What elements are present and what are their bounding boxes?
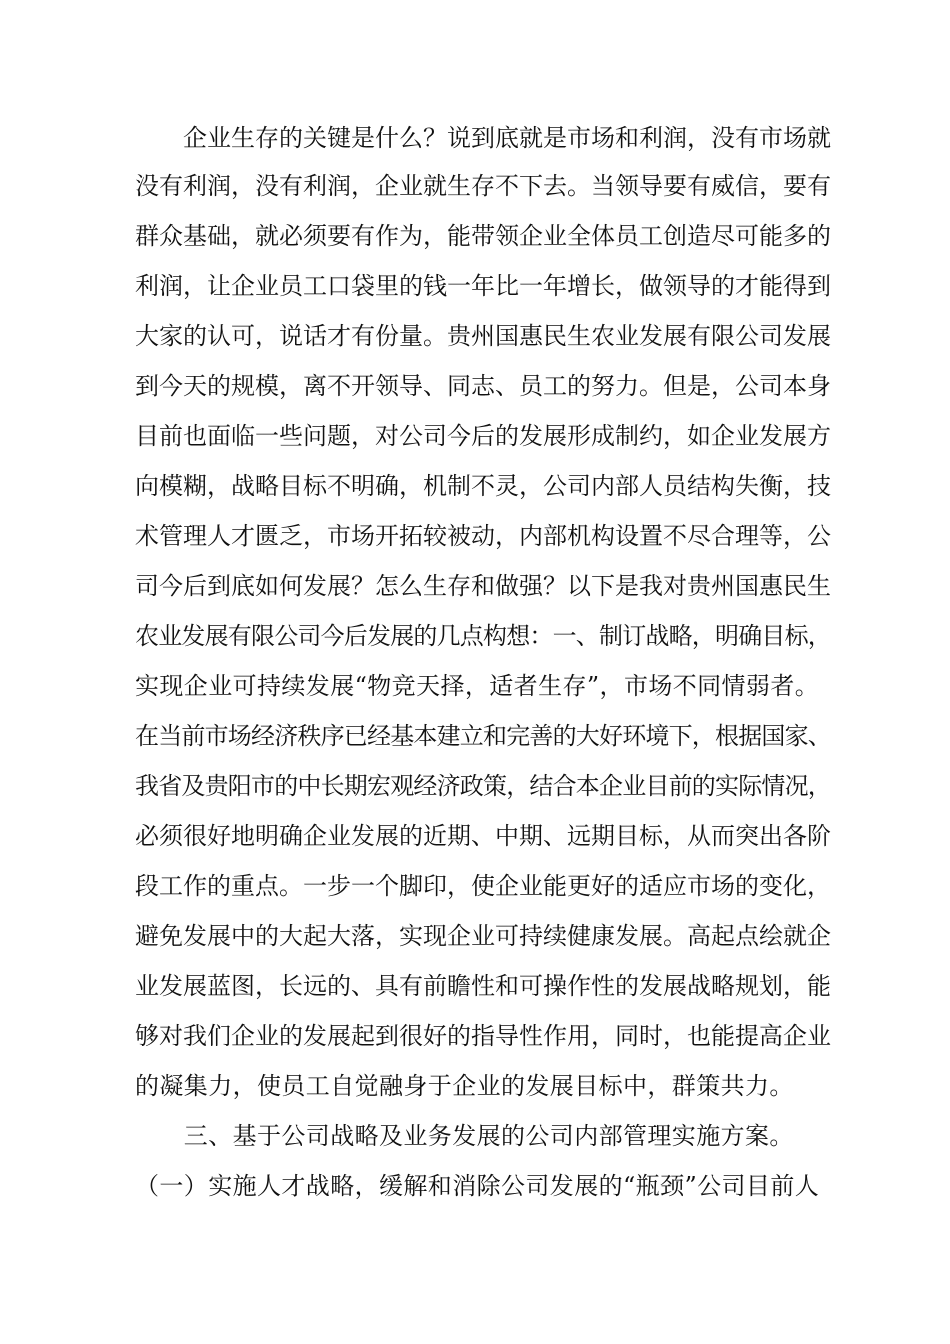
paragraph-line: 我省及贵阳市的中长期宏观经济政策，结合本企业目前的实际情况， (135, 772, 831, 800)
paragraph-line: 向模糊，战略目标不明确，机制不灵，公司内部人员结构失衡，技 (135, 472, 831, 500)
paragraph-line: 大家的认可，说话才有份量。贵州国惠民生农业发展有限公司发展 (135, 322, 831, 350)
paragraph-line: 业发展蓝图，长远的、具有前瞻性和可操作性的发展战略规划，能 (135, 972, 831, 1000)
paragraph-line: 没有利润，没有利润，企业就生存不下去。当领导要有威信，要有 (135, 172, 831, 200)
subsection-heading: （一）实施人才战略，缓解和消除公司发展的“瓶颈”公司目前人 (135, 1172, 820, 1200)
paragraph-line: 实现企业可持续发展“物竞天择，适者生存”，市场不同情弱者。 (135, 672, 820, 700)
paragraph-line: 的凝集力，使员工自觉融身于企业的发展目标中，群策共力。 (135, 1072, 794, 1100)
paragraph-line: 利润，让企业员工口袋里的钱一年比一年增长，做领导的才能得到 (135, 272, 831, 300)
paragraph-line: 必须很好地明确企业发展的近期、中期、远期目标，从而突出各阶 (135, 822, 831, 850)
paragraph-line: 企业生存的关键是什么？说到底就是市场和利润，没有市场就 (135, 124, 831, 152)
paragraph-line: 司今后到底如何发展？怎么生存和做强？以下是我对贵州国惠民生 (135, 572, 831, 600)
paragraph-line: 段工作的重点。一步一个脚印，使企业能更好的适应市场的变化， (135, 872, 831, 900)
section-heading: 三、基于公司战略及业务发展的公司内部管理实施方案。 (135, 1122, 794, 1150)
paragraph-line: 避免发展中的大起大落，实现企业可持续健康发展。高起点绘就企 (135, 922, 831, 950)
paragraph-line: 在当前市场经济秩序已经基本建立和完善的大好环境下，根据国家、 (135, 722, 831, 750)
paragraph-line: 群众基础，就必须要有作为，能带领企业全体员工创造尽可能多的 (135, 222, 831, 250)
paragraph-line: 术管理人才匮乏，市场开拓较被动，内部机构设置不尽合理等，公 (135, 522, 831, 550)
paragraph-line: 到今天的规模，离不开领导、同志、员工的努力。但是，公司本身 (135, 372, 831, 400)
paragraph-line: 够对我们企业的发展起到很好的指导性作用，同时，也能提高企业 (135, 1022, 831, 1050)
paragraph-line: 目前也面临一些问题，对公司今后的发展形成制约，如企业发展方 (135, 422, 831, 450)
paragraph-line: 农业发展有限公司今后发展的几点构想：一、制订战略，明确目标， (135, 622, 831, 650)
